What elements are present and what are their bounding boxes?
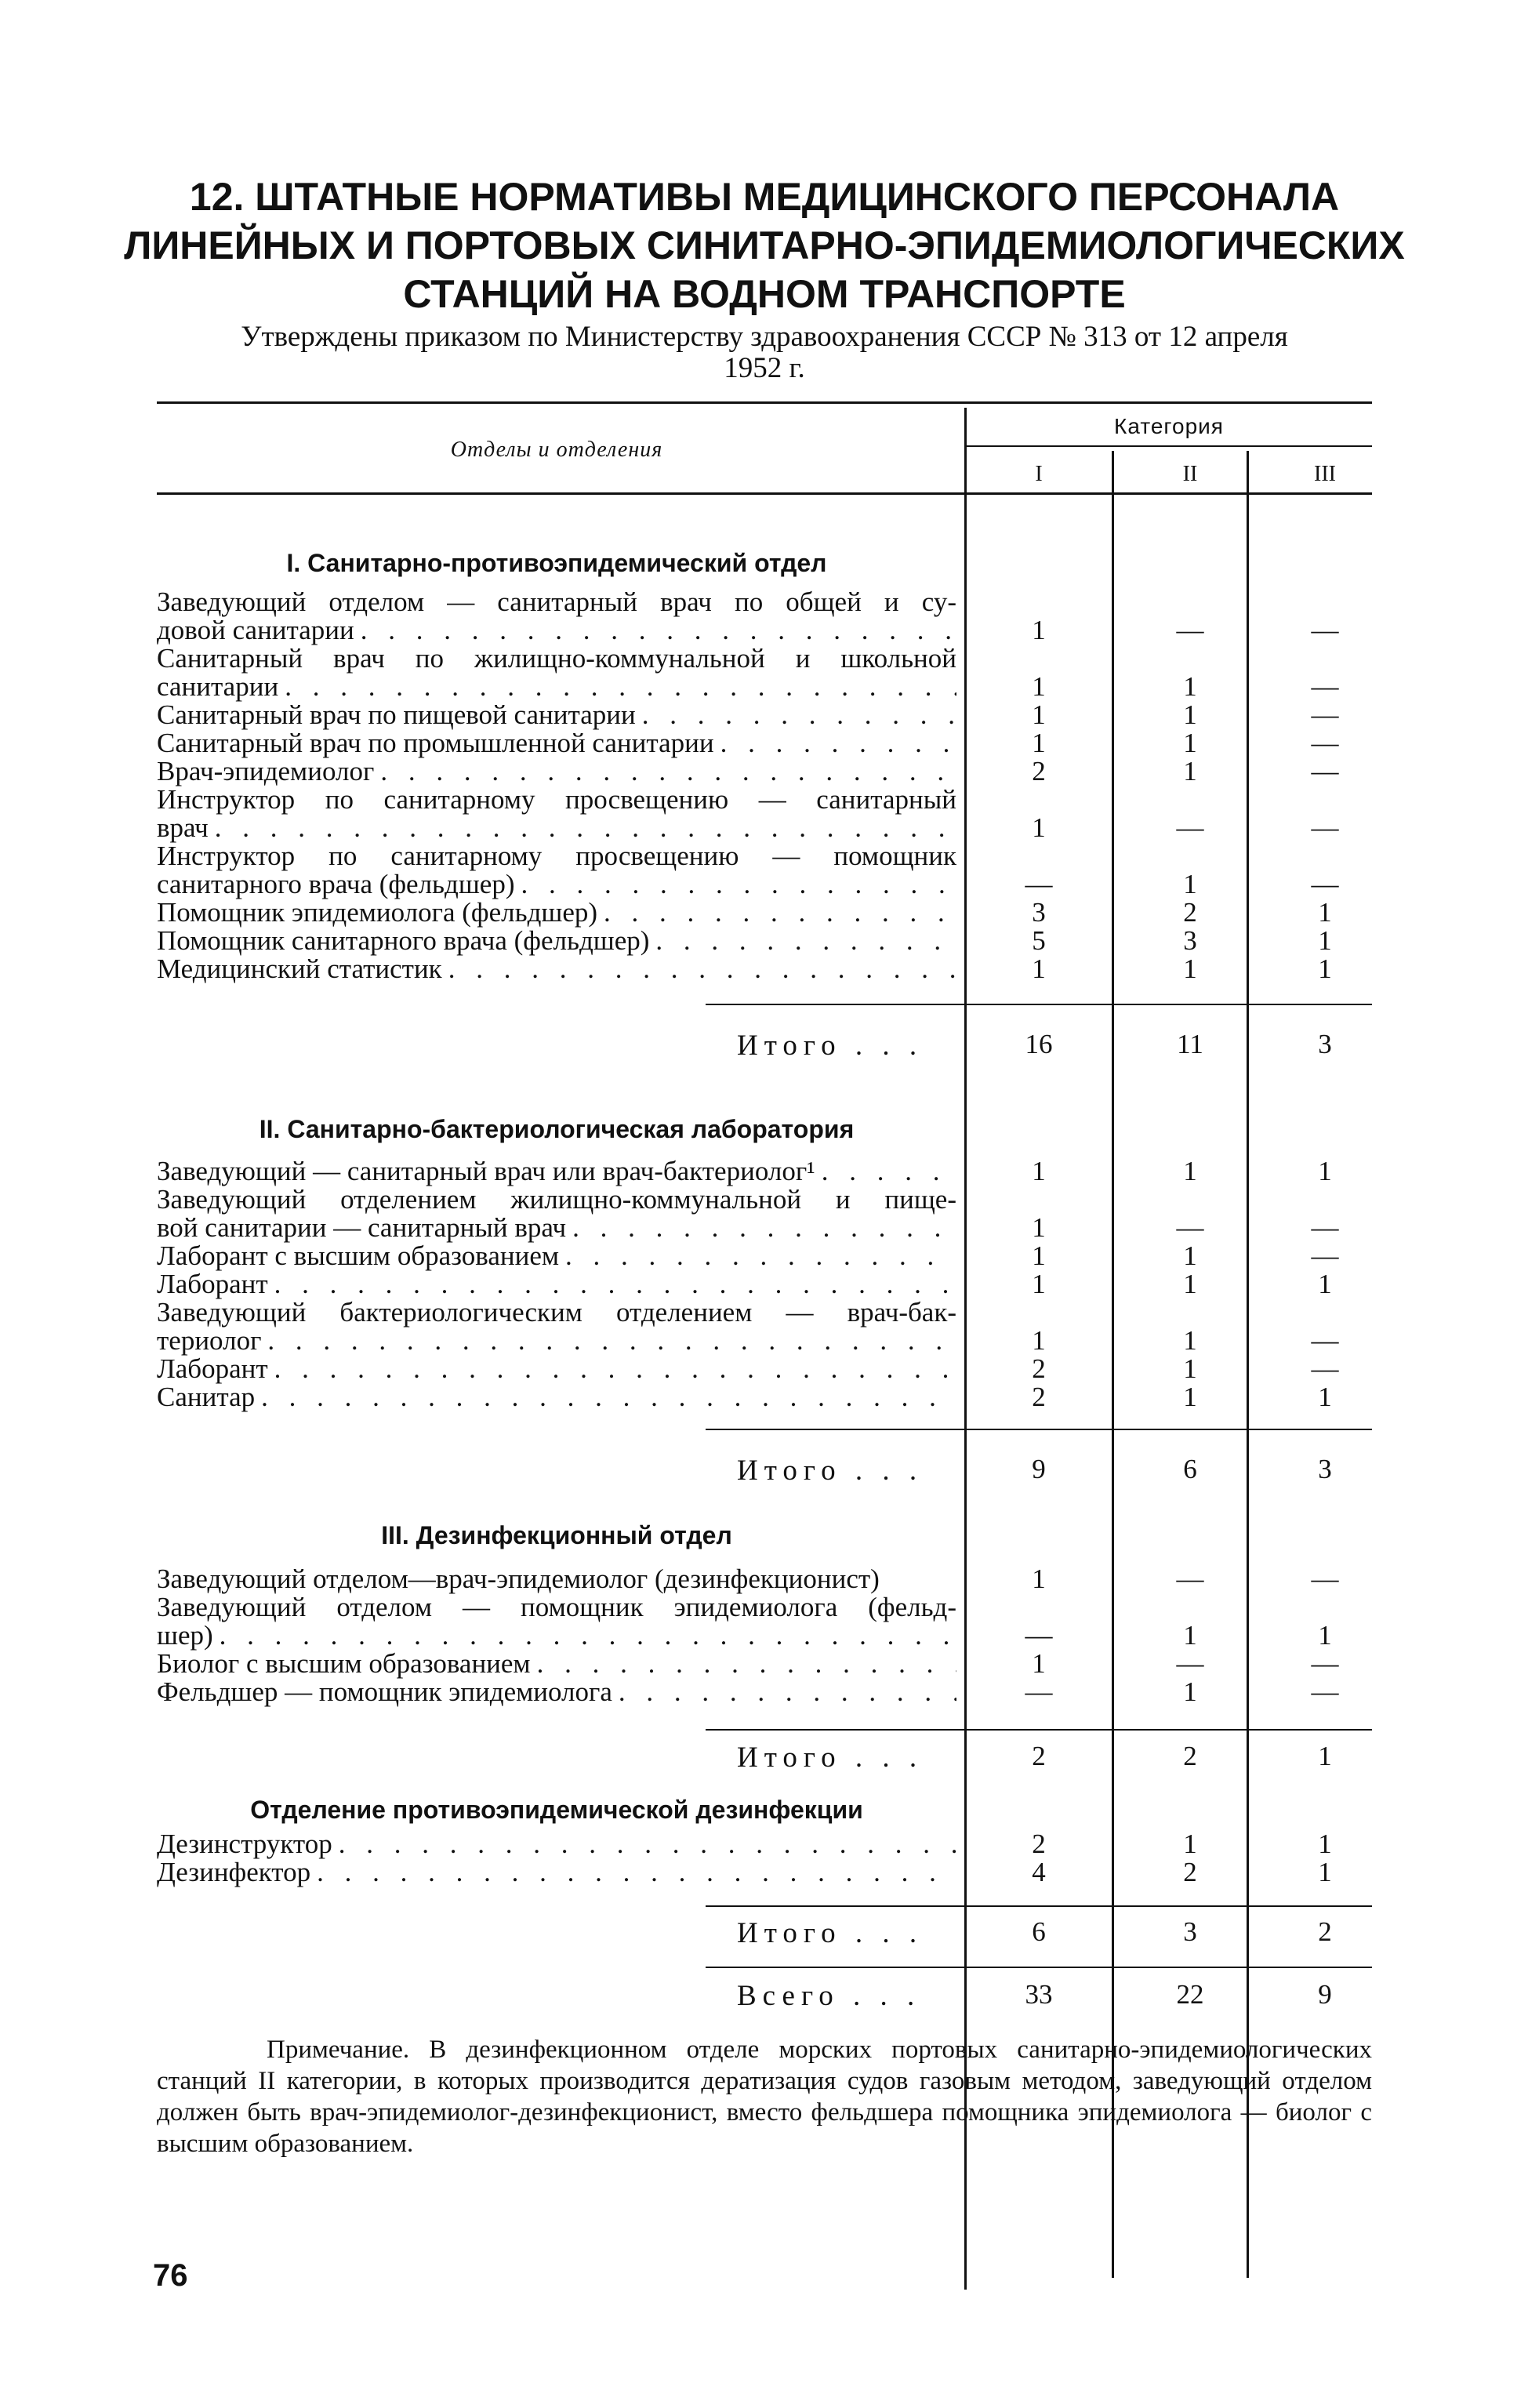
cell-cat-1: 4 <box>1032 1857 1046 1887</box>
cell-cat-2: — <box>1176 1648 1204 1679</box>
cell-cat-2: 1 <box>1183 953 1197 984</box>
row-label-last: Санитарный врач по промышленной санитарии . . . <box>157 729 956 757</box>
cell-cat-2: — <box>1176 812 1204 843</box>
cell-cat-3: 1 <box>1318 1269 1332 1299</box>
cell-cat-2: 3 <box>1183 925 1197 956</box>
cell-cat-3: — <box>1311 1240 1339 1271</box>
col-header-2: II <box>1182 462 1198 486</box>
cell-cat-1: 1 <box>1032 671 1046 702</box>
subtotal-cat-2: 11 <box>1177 1029 1203 1059</box>
cell-cat-2: 1 <box>1183 1240 1197 1271</box>
cell-cat-1: 1 <box>1032 1269 1046 1299</box>
cell-cat-2: 1 <box>1183 1620 1197 1651</box>
cell-cat-3: 1 <box>1318 897 1332 928</box>
approval-line-2: 1952 г. <box>724 352 805 384</box>
column-divider-2 <box>1112 451 1114 2278</box>
cell-cat-1: 1 <box>1032 953 1046 984</box>
cell-cat-3: — <box>1311 1325 1339 1356</box>
cell-cat-2: 1 <box>1183 671 1197 702</box>
cell-cat-3: 1 <box>1318 953 1332 984</box>
cell-cat-2: 1 <box>1183 1382 1197 1412</box>
grand-total-cat-1: 33 <box>1025 1979 1053 2010</box>
footnote: Примечание. В дезинфекционном отделе морских портовых санитарно-эпидемиологических станций II категории, в которых производится дератизация судов газовым методом, заведующий отделом должен быть врач-эпидемиолог-дезинфекционист, вместо фельдшера помощника эпидемиолога — биолог с высшим образованием. <box>157 2036 1372 2158</box>
cell-cat-1: 1 <box>1032 1212 1046 1243</box>
table-top-rule <box>157 401 1372 404</box>
title-line-1: 12. ШТАТНЫЕ НОРМАТИВЫ МЕДИЦИНСКОГО ПЕРСОНАЛА <box>189 175 1340 219</box>
subtotal-cat-2: 6 <box>1183 1454 1197 1484</box>
cell-cat-3: 1 <box>1318 1829 1332 1859</box>
cell-cat-1: 1 <box>1032 1648 1046 1679</box>
cell-cat-3: — <box>1311 1353 1339 1384</box>
subtotal-cat-1: 2 <box>1032 1741 1046 1771</box>
grand-total-cat-2: 22 <box>1176 1979 1204 2010</box>
subtotal-cat-2: 2 <box>1183 1741 1197 1771</box>
row-label-line: Инструктор по санитарному просвещению — помощник <box>157 841 956 871</box>
header-bottom-rule <box>157 492 1372 495</box>
subtotal-label: Итого . . . <box>737 1455 924 1487</box>
cell-cat-2: — <box>1176 615 1204 645</box>
cell-cat-3: — <box>1311 1212 1339 1243</box>
cell-cat-3: — <box>1311 1648 1339 1679</box>
row-label-last: Лаборант . . . <box>157 1355 956 1383</box>
cell-cat-2: 1 <box>1183 1829 1197 1859</box>
cell-cat-1: 1 <box>1032 1156 1046 1186</box>
cell-cat-3: 1 <box>1318 1857 1332 1887</box>
column-divider-1 <box>964 408 967 2290</box>
cell-cat-1: 3 <box>1032 897 1046 928</box>
row-label-last: Санитарный врач по пищевой санитарии . . . <box>157 701 956 729</box>
row-label-last: Лаборант с высшим образованием . . . <box>157 1242 956 1270</box>
cell-cat-1: 1 <box>1032 615 1046 645</box>
cell-cat-3: — <box>1311 869 1339 899</box>
subtotal-rule-2 <box>706 1429 1372 1430</box>
row-label-last: Дезинфектор . . . <box>157 1858 956 1887</box>
row-label-line: Заведующий бактериологическим отделением — врач-бак- <box>157 1297 956 1327</box>
cell-cat-2: 1 <box>1183 1269 1197 1299</box>
cell-cat-1: — <box>1025 869 1053 899</box>
approval-line-1: Утверждены приказом по Министерству здравоохранения СССР № 313 от 12 апреля <box>241 321 1288 353</box>
cell-cat-3: — <box>1311 1676 1339 1707</box>
row-label-last: Санитар . . . <box>157 1383 956 1411</box>
row-label-last: санитарного врача (фельдшер) . . . <box>157 870 956 899</box>
row-label-last: Фельдшер — помощник эпидемиолога . . . <box>157 1678 956 1706</box>
column-divider-3 <box>1247 451 1249 2278</box>
row-label-last: Врач-эпидемиолог . . . <box>157 757 956 786</box>
approval-note <box>157 321 1372 384</box>
row-label-last: Дезинструктор . . . <box>157 1830 956 1858</box>
row-label-last: Заведующий — санитарный врач или врач-бактериолог¹ . . . <box>157 1157 956 1186</box>
subtotal-cat-3: 3 <box>1318 1454 1332 1484</box>
subtotal-label: Итого . . . <box>737 1030 924 1062</box>
row-label-last: Заведующий отделом—врач-эпидемиолог (дезинфекционист) <box>157 1564 880 1594</box>
cell-cat-3: — <box>1311 812 1339 843</box>
cell-cat-2: 1 <box>1183 756 1197 786</box>
cell-cat-2: 1 <box>1183 728 1197 758</box>
col-header-3: III <box>1314 462 1336 486</box>
cell-cat-1: 2 <box>1032 1829 1046 1859</box>
section-title: III. Дезинфекционный отдел <box>381 1521 732 1549</box>
cell-cat-1: — <box>1025 1676 1053 1707</box>
subtotal-cat-1: 16 <box>1025 1029 1053 1059</box>
cell-cat-3: — <box>1311 615 1339 645</box>
subtotal-cat-3: 1 <box>1318 1741 1332 1771</box>
subtotal-cat-3: 2 <box>1318 1916 1332 1947</box>
subtotal-cat-2: 3 <box>1183 1916 1197 1947</box>
cell-cat-2: 1 <box>1183 1156 1197 1186</box>
grand-total-label: Всего . . . <box>737 1980 921 2012</box>
title-line-3: СТАНЦИЙ НА ВОДНОМ ТРАНСПОРТЕ <box>403 272 1126 316</box>
cell-cat-1: 1 <box>1032 728 1046 758</box>
page-title <box>118 173 1411 318</box>
row-label-line: Заведующий отделением жилищно-коммунальной и пище- <box>157 1184 956 1215</box>
subtotal-label: Итого . . . <box>737 1917 924 1949</box>
subtotal-cat-1: 6 <box>1032 1916 1046 1947</box>
row-label-line: Инструктор по санитарному просвещению — санитарный <box>157 784 956 815</box>
cell-cat-2: 1 <box>1183 1676 1197 1707</box>
cell-cat-1: 1 <box>1032 1240 1046 1271</box>
cell-cat-3: 1 <box>1318 1382 1332 1412</box>
row-label-line: Заведующий отделом — помощник эпидемиолога (фельд- <box>157 1592 956 1622</box>
cell-cat-2: 2 <box>1183 1857 1197 1887</box>
page-number: 76 <box>153 2258 188 2293</box>
cell-cat-2: 1 <box>1183 869 1197 899</box>
row-label-last: Биолог с высшим образованием . . . <box>157 1650 956 1678</box>
section-title: I. Санитарно-противоэпидемический отдел <box>286 549 827 577</box>
col-header-1: I <box>1035 462 1043 486</box>
title-line-2: ЛИНЕЙНЫХ И ПОРТОВЫХ СИНИТАРНО-ЭПИДЕМИОЛОГИЧЕСКИХ <box>124 223 1405 267</box>
row-label-last: санитарии . . . <box>157 673 956 701</box>
grand-total-cat-3: 9 <box>1318 1979 1332 2010</box>
subtotal-cat-1: 9 <box>1032 1454 1046 1484</box>
cell-cat-2: 2 <box>1183 897 1197 928</box>
cell-cat-1: 2 <box>1032 1353 1046 1384</box>
cell-cat-3: — <box>1311 699 1339 730</box>
row-label-last: Помощник санитарного врача (фельдшер) . . . <box>157 927 956 955</box>
row-label-last: Медицинский статистик . . . <box>157 955 956 983</box>
cell-cat-1: 1 <box>1032 1325 1046 1356</box>
cell-cat-1: — <box>1025 1620 1053 1651</box>
row-label-line: Санитарный врач по жилищно-коммунальной и школьной <box>157 643 956 674</box>
cell-cat-3: — <box>1311 728 1339 758</box>
cell-cat-1: 2 <box>1032 1382 1046 1412</box>
subtotal-label: Итого . . . <box>737 1742 924 1774</box>
cell-cat-1: 1 <box>1032 699 1046 730</box>
departments-header: Отделы и отделения <box>450 438 663 462</box>
cell-cat-2: — <box>1176 1212 1204 1243</box>
cell-cat-2: 1 <box>1183 1325 1197 1356</box>
cell-cat-3: 1 <box>1318 1620 1332 1651</box>
cell-cat-2: 1 <box>1183 699 1197 730</box>
cell-cat-1: 1 <box>1032 1564 1046 1594</box>
cell-cat-1: 5 <box>1032 925 1046 956</box>
cell-cat-3: 1 <box>1318 1156 1332 1186</box>
row-label-line: Заведующий отделом — санитарный врач по общей и су- <box>157 587 956 617</box>
subtotal-rule-5 <box>706 1967 1372 1968</box>
subtotal-rule-1 <box>706 1004 1372 1005</box>
cell-cat-1: 2 <box>1032 756 1046 786</box>
category-rule <box>966 445 1372 447</box>
row-label-last: Помощник эпидемиолога (фельдшер) . . . <box>157 899 956 927</box>
row-label-last: вой санитарии — санитарный врач . . . <box>157 1214 956 1242</box>
category-header: Категория <box>1114 414 1224 438</box>
row-label-last: териолог . . . <box>157 1327 956 1355</box>
subtotal-rule-4 <box>706 1905 1372 1907</box>
section-title: Отделение противоэпидемической дезинфекции <box>250 1796 863 1824</box>
row-label-last: Лаборант . . . <box>157 1270 956 1298</box>
section-title: II. Санитарно-бактериологическая лаборатория <box>259 1115 855 1143</box>
row-label-last: врач . . . <box>157 814 956 842</box>
cell-cat-2: — <box>1176 1564 1204 1594</box>
cell-cat-3: — <box>1311 671 1339 702</box>
cell-cat-3: — <box>1311 756 1339 786</box>
cell-cat-3: — <box>1311 1564 1339 1594</box>
row-label-last: шер) . . . <box>157 1622 956 1650</box>
cell-cat-2: 1 <box>1183 1353 1197 1384</box>
subtotal-rule-3 <box>706 1729 1372 1731</box>
row-label-last: довой санитарии . . . <box>157 616 956 645</box>
subtotal-cat-3: 3 <box>1318 1029 1332 1059</box>
cell-cat-1: 1 <box>1032 812 1046 843</box>
cell-cat-3: 1 <box>1318 925 1332 956</box>
